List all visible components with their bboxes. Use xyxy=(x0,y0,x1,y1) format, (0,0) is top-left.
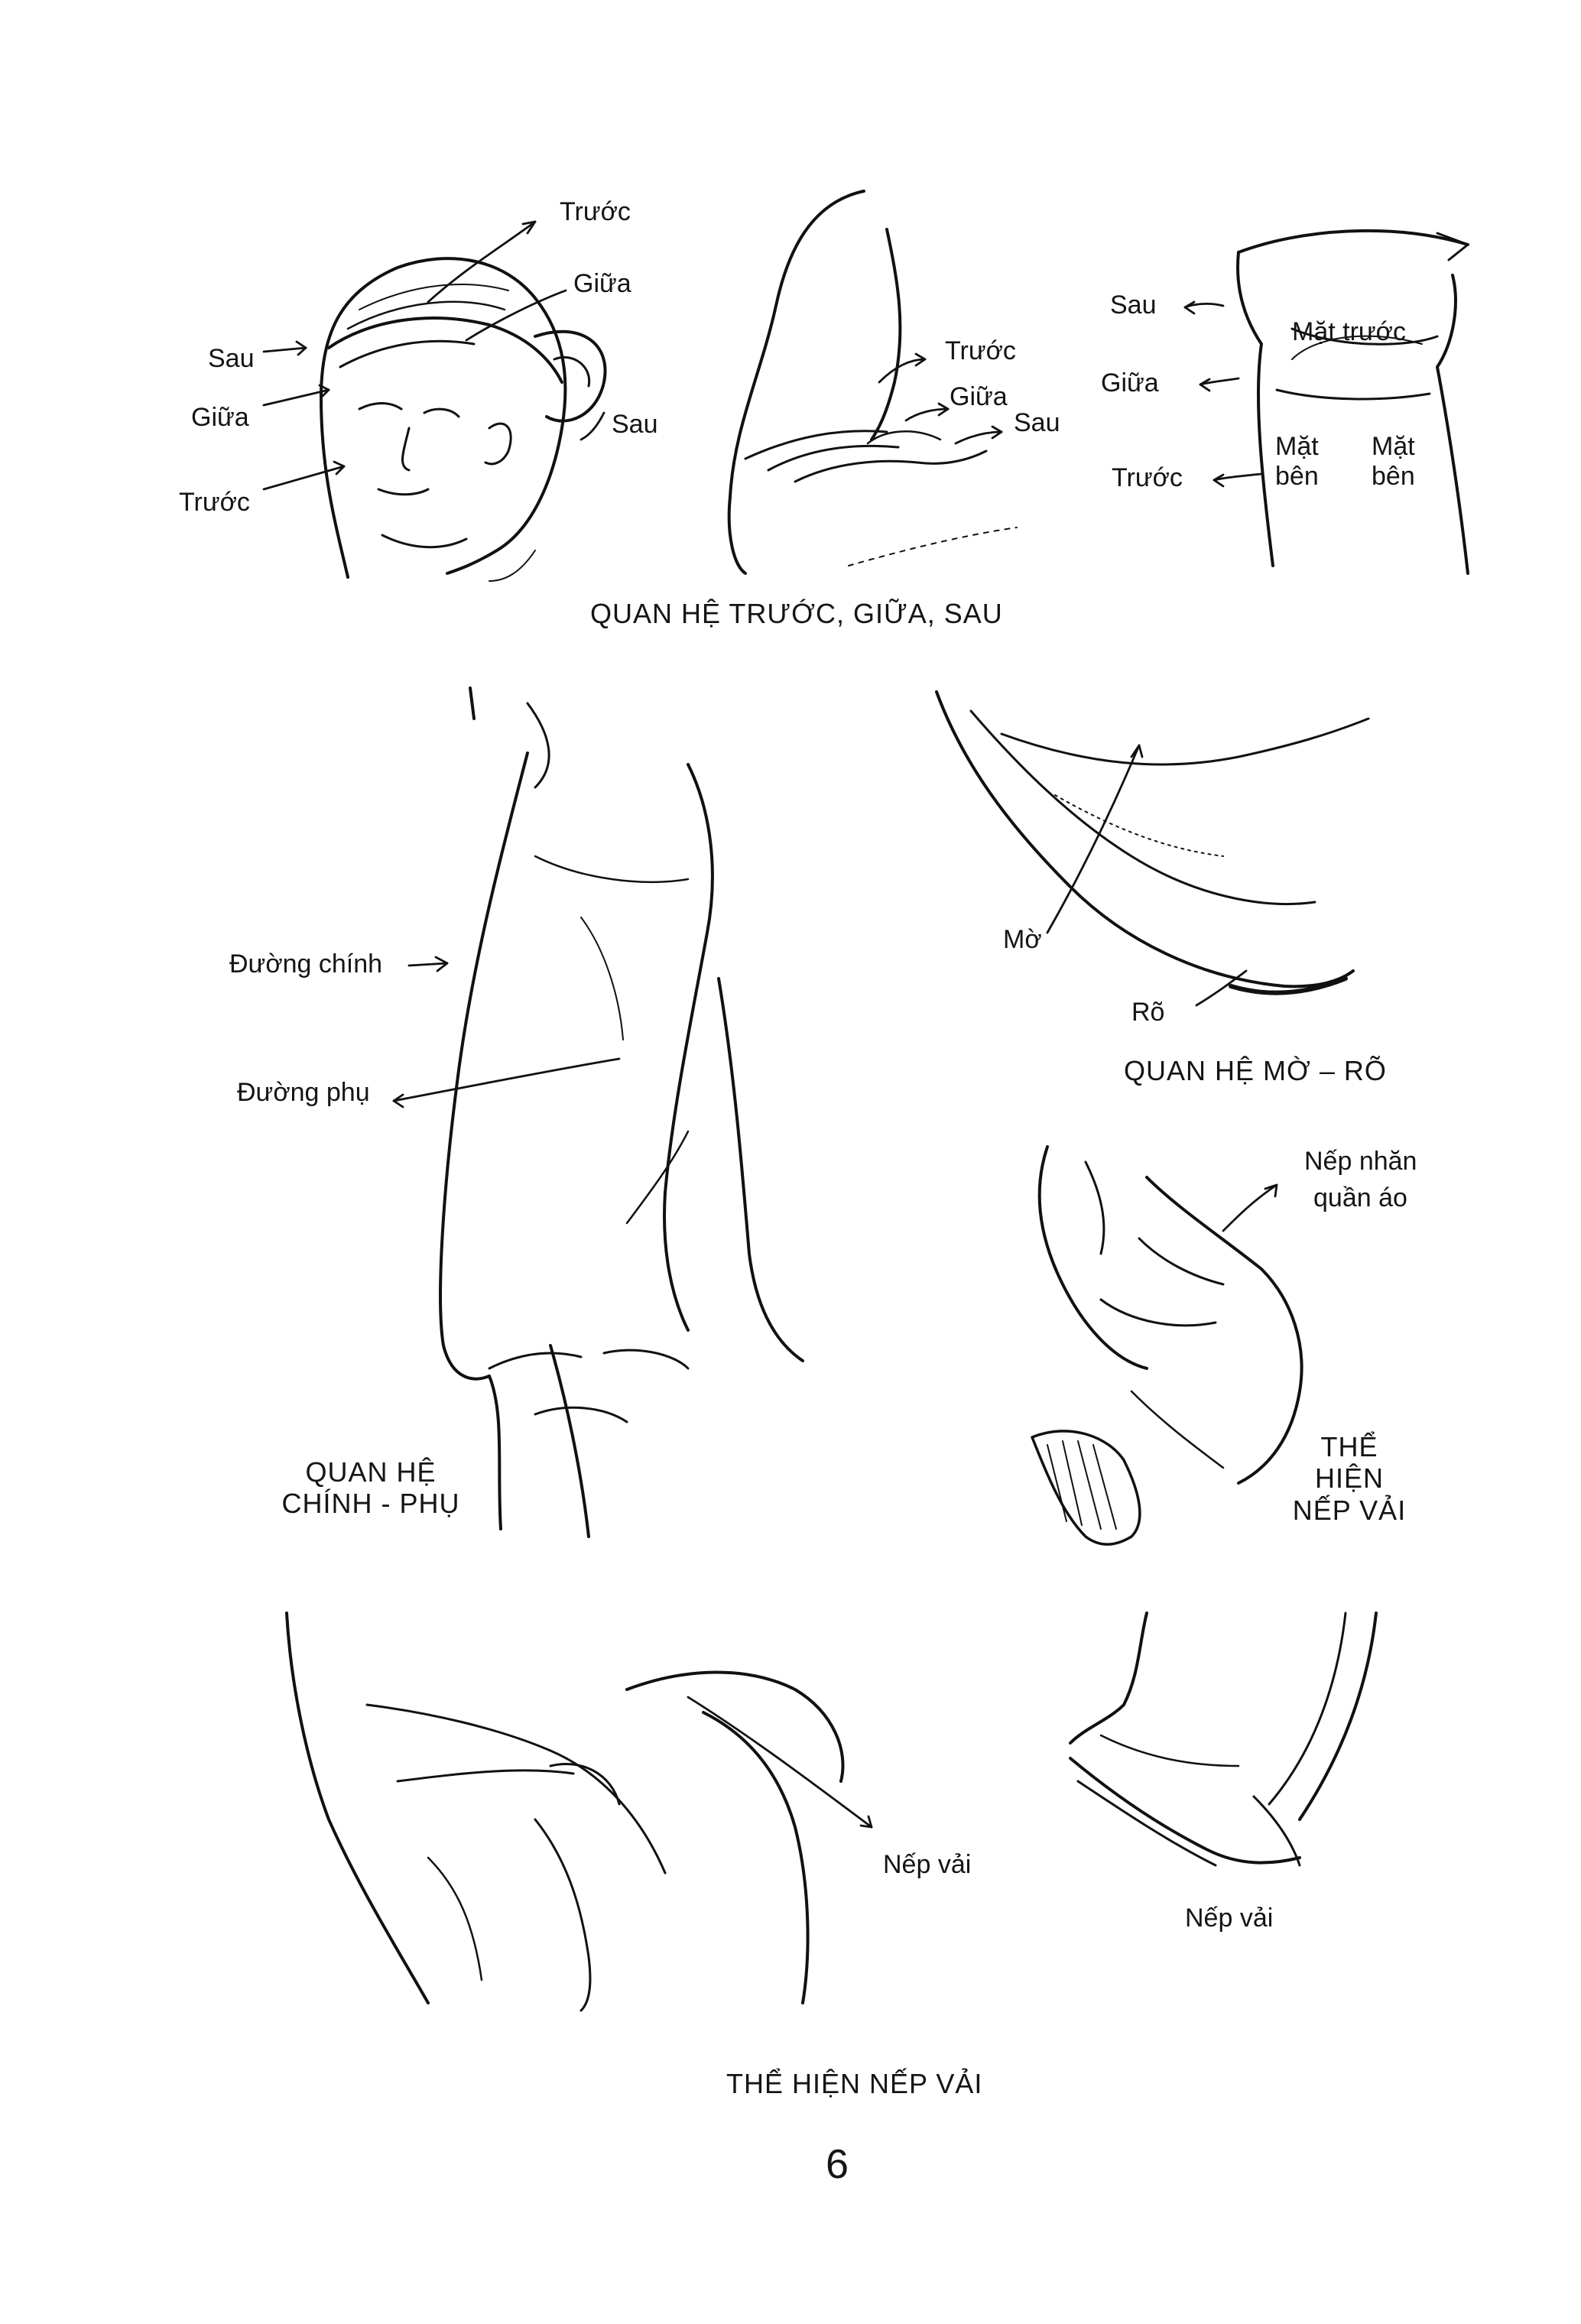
label-nep-nhan-line-1: Nếp nhăn xyxy=(1304,1147,1417,1176)
label-mo: Mờ xyxy=(1003,925,1042,954)
trouser-hem-sketch xyxy=(1070,1613,1376,1865)
label-duong-phu: Đường phụ xyxy=(237,1078,370,1107)
arm-label-giua: Giữa xyxy=(950,382,1008,411)
head-label-sau-left: Sau xyxy=(208,344,255,373)
torso-sketch xyxy=(1238,231,1468,573)
knee-fold-sketch xyxy=(287,1613,843,2011)
torso-label-mat-truoc: Mặt trước xyxy=(1292,317,1406,346)
caption-chinh-phu-line-1: QUAN HỆ xyxy=(305,1456,437,1488)
torso-label-mat-ben-right xyxy=(1372,432,1415,492)
head-label-truoc-top: Trước xyxy=(560,197,631,226)
arm-label-truoc: Trước xyxy=(945,336,1016,365)
head-label-truoc-left: Trước xyxy=(179,488,250,517)
torso-label-mat-ben-left-a: Mặt xyxy=(1275,432,1319,461)
caption-chinh-phu xyxy=(271,1456,470,1520)
label-ro: Rõ xyxy=(1131,998,1165,1027)
torso-label-sau: Sau xyxy=(1110,290,1157,320)
page-number: 6 xyxy=(826,2141,849,2187)
cuff-sketch xyxy=(1032,1147,1302,1544)
head-label-giua-left: Giữa xyxy=(191,403,249,432)
caption-the-hien-nep-vai: THỂ HIỆN NẾP VẢI xyxy=(726,2068,983,2099)
torso-label-truoc: Trước xyxy=(1112,463,1183,492)
torso-label-mat-ben-right-a: Mặt xyxy=(1372,432,1415,461)
caption-mo-ro: QUAN HỆ MỜ – RÕ xyxy=(1124,1055,1387,1086)
caption-the-hien-nep-vai-right xyxy=(1292,1431,1407,1526)
caption-right-line-1: THỂ xyxy=(1320,1431,1378,1462)
caption-right-line-2: HIỆN xyxy=(1314,1462,1384,1495)
head-sketch xyxy=(321,258,605,581)
leader-lines xyxy=(264,222,1277,1827)
torso-label-giua: Giữa xyxy=(1101,368,1159,398)
label-nep-vai-right: Nếp vải xyxy=(1185,1904,1274,1933)
caption-chinh-phu-line-2: CHÍNH - PHỤ xyxy=(281,1488,460,1520)
caption-truoc-giua-sau: QUAN HỆ TRƯỚC, GIỮA, SAU xyxy=(590,598,1003,629)
main-sleeve-sketch xyxy=(440,688,803,1537)
label-nep-vai-left: Nếp vải xyxy=(883,1850,972,1879)
fold-blur-sharp-sketch xyxy=(937,692,1368,993)
head-label-giua-top: Giữa xyxy=(573,269,631,298)
label-duong-chinh: Đường chính xyxy=(229,949,383,979)
label-nep-nhan-line-2: quần áo xyxy=(1313,1183,1407,1212)
caption-right-line-3: NẾP VẢI xyxy=(1292,1494,1407,1526)
arm-label-sau: Sau xyxy=(1014,408,1060,437)
torso-label-mat-ben-left xyxy=(1275,432,1319,492)
torso-label-mat-ben-left-b: bên xyxy=(1275,462,1319,492)
torso-label-mat-ben-right-b: bên xyxy=(1372,462,1415,492)
head-label-sau-right: Sau xyxy=(612,410,658,439)
